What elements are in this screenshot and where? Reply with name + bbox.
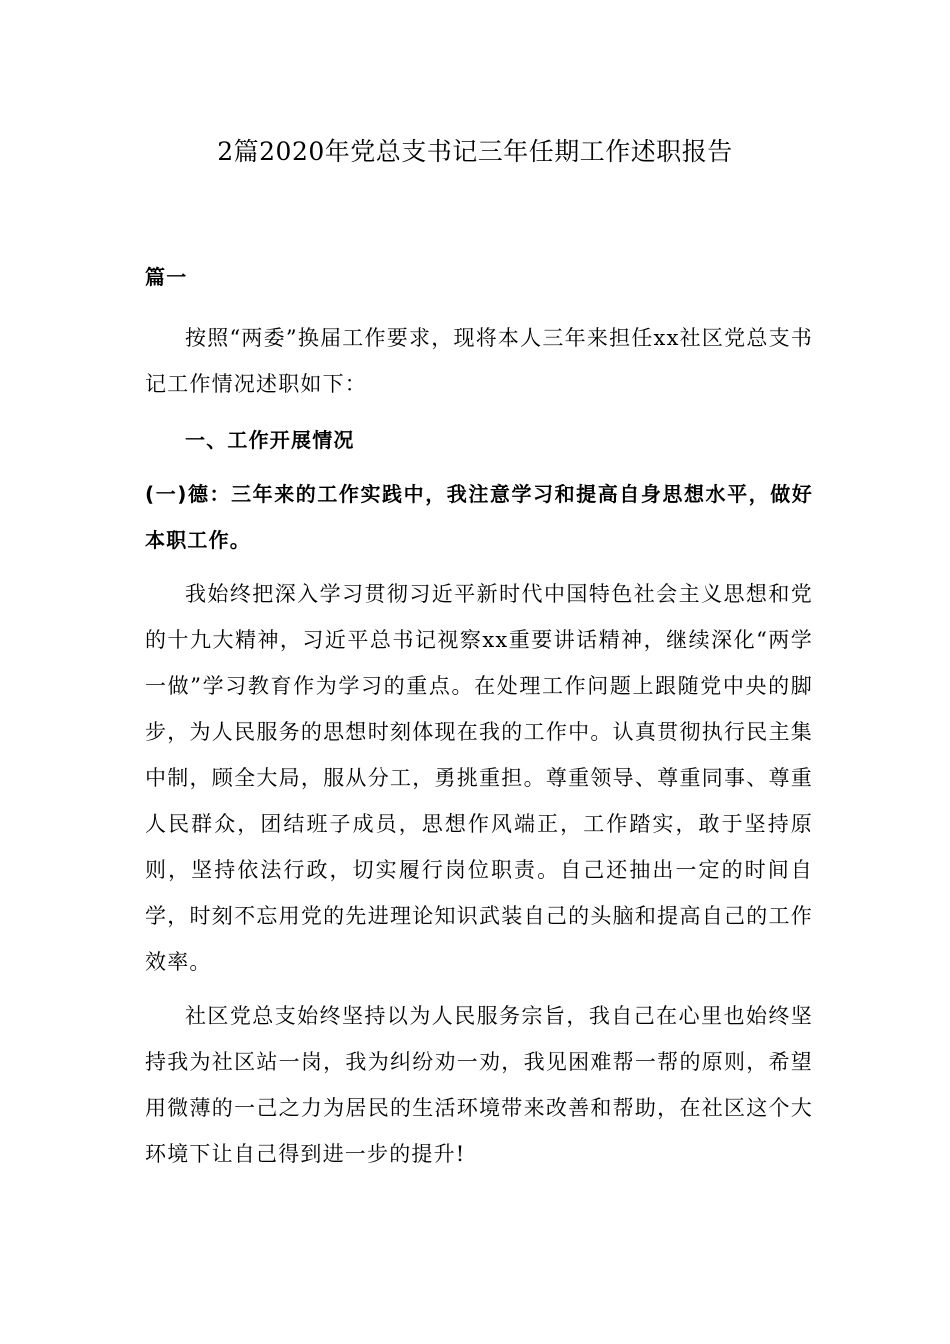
section-label: 篇一 xyxy=(145,265,188,289)
document-title: 2篇2020年党总支书记三年任期工作述职报告 xyxy=(217,137,733,166)
body-paragraph-service: 社区党总支始终坚持以为人民服务宗旨，我自己在心里也始终坚持我为社区站一岗，我为纠纷劝一劝，我见困难帮一帮的原则，希望用微薄的一己之力为居民的生活环境带来改善和帮助，在社区这个大环境下让自己得到进一步的提升! xyxy=(145,1004,813,1166)
intro-paragraph: 按照“两委”换届工作要求，现将本人三年来担任xx社区党总支书记工作情况述职如下： xyxy=(145,326,813,396)
subheading-morality: (一)德：三年来的工作实践中，我注意学习和提高自身思想水平，做好本职工作。 xyxy=(145,482,813,552)
document-body xyxy=(145,254,813,1177)
body-paragraph-study: 我始终把深入学习贯彻习近平新时代中国特色社会主义思想和党的十九大精神，习近平总书记视察xx重要讲话精神，继续深化“两学一做”学习教育作为学习的重点。在处理工作问题上跟随党中央的脚步，为人民服务的思想时刻体现在我的工作中。认真贯彻执行民主集中制，顾全大局，服从分工，勇挑重担。尊重领导、尊重同事、尊重人民群众，团结班子成员，思想作风端正，工作踏实，敢于坚持原则，坚持依法行政，切实履行岗位职责。自己还抽出一定的时间自学，时刻不忘用党的先进理论知识武装自己的头脑和提高自己的工作效率。 xyxy=(145,582,813,974)
heading-work-status: 一、工作开展情况 xyxy=(185,428,355,452)
